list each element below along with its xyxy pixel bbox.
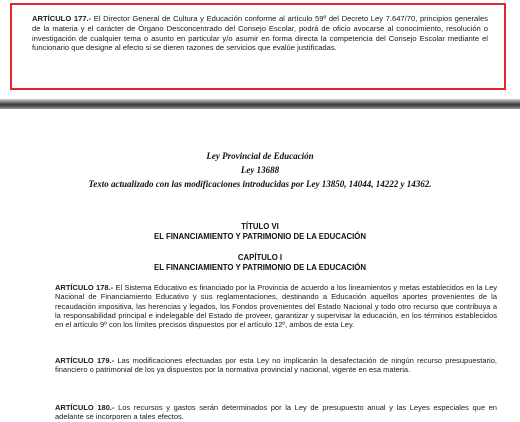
title-vi-label: TÍTULO VI bbox=[241, 222, 279, 231]
article-180-label: ARTÍCULO 180.- bbox=[55, 403, 115, 412]
previous-page-excerpt bbox=[0, 0, 520, 98]
article-179-paragraph bbox=[55, 356, 497, 375]
chapter-i-label: CAPÍTULO I bbox=[237, 253, 283, 262]
article-177-text: El Director General de Cultura y Educación conforme al artículo 59º del Decreto Ley 7.647/70, principios generales de la materia y el carácter de Órgano Desconcentrado del Consejo Escolar, podrá de oficio avocarse al conocimiento, resolución o investigación de cualquier tema o asunto en particular y/o asumir en forma directa la competencia del Consejo Escolar mediante el funcionario que designe al efecto si se dieren razones de servicios que evalúe justificadas. bbox=[32, 14, 488, 53]
page-divider bbox=[0, 99, 520, 109]
law-update-note: Texto actualizado con las modificaciones introducidas por Ley 13850, 14044, 14222 y 14362. bbox=[88, 179, 432, 189]
article-179-label: ARTÍCULO 179.- bbox=[55, 356, 115, 365]
article-177-paragraph bbox=[32, 14, 488, 53]
title-vi-name: EL FINANCIAMIENTO Y PATRIMONIO DE LA EDUCACIÓN bbox=[154, 232, 366, 241]
law-title: Ley Provincial de Educación bbox=[206, 151, 314, 161]
article-180-text: Los recursos y gastos serán determinados por la Ley de presupuesto anual y las Leyes especiales que en adelante se incorporen a tales efectos. bbox=[55, 403, 497, 422]
article-177-label: ARTÍCULO 177.- bbox=[32, 14, 92, 23]
article-178-text: El Sistema Educativo es financiado por la Provincia de acuerdo a los lineamientos y metas establecidos en la Ley Nacional de Financiamiento Educativo y sus reglamentaciones, destinando a Educación aquellos aportes provenientes de la recaudación impositiva, las herencias y legados, los Fondos provenientes del Estado Nacional y todo otro recurso que contribuya a la responsabilidad principal e indelegable del Estado de proveer, garantizar y supervisar la educación, en los términos establecidos en el artículo 9º con los límites precisos dispuestos por el artículo 12º, ambos de esta Ley. bbox=[55, 283, 497, 330]
document-page bbox=[0, 109, 520, 422]
article-178-paragraph bbox=[55, 283, 497, 329]
article-179-text: Las modificaciones efectuadas por esta Ley no implicarán la desafectación de ningún recurso presupuestario, financiero o patrimonial de los ya dispuestos por la normativa provincial y nacional, vigente en esa materia. bbox=[55, 356, 497, 375]
law-number: Ley 13688 bbox=[240, 165, 280, 175]
chapter-i-name: EL FINANCIAMIENTO Y PATRIMONIO DE LA EDUCACIÓN bbox=[154, 263, 366, 272]
article-178-label: ARTÍCULO 178.- bbox=[55, 283, 114, 292]
